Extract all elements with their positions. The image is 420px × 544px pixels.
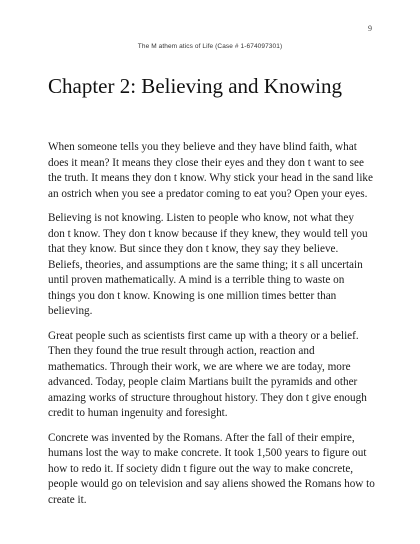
text-line: believing. bbox=[48, 305, 93, 317]
text-line: Great people such as scientists first came up with a theory or a belief. bbox=[48, 329, 359, 342]
text-line: Beliefs, theories, and assumptions are the same thing; it s all uncertain bbox=[48, 258, 363, 271]
text-line: Concrete was invented by the Romans. After the fall of their empire, bbox=[48, 431, 355, 444]
text-line: that they know. But since they don t know, they say they believe. bbox=[48, 243, 339, 255]
text-line: Believing is not knowing. Listen to people who know, not what they bbox=[48, 212, 354, 224]
paragraph bbox=[48, 211, 378, 320]
text-line: the truth. It means they don t know. Why stick your head in the sand like bbox=[48, 172, 373, 184]
chapter-title: Chapter 2: Believing and Knowing bbox=[48, 74, 342, 98]
paragraph bbox=[48, 140, 378, 202]
text-line: humans lost the way to make concrete. It took 1,500 years to figure out bbox=[48, 447, 367, 459]
text-line: until proven mathematically. A mind is a terrible thing to waste on bbox=[48, 274, 345, 286]
paragraph bbox=[48, 329, 378, 422]
running-header: The M athem atics of Life (Case # 1-674097301) bbox=[137, 43, 283, 50]
text-line: don t know. They don t know because if they knew, they would tell you bbox=[48, 227, 368, 240]
body-text bbox=[48, 140, 378, 517]
text-line: how to redo it. If society didn t figure out the way to make concrete, bbox=[48, 462, 354, 475]
page-number: 9 bbox=[368, 24, 372, 33]
text-line: mathematics. Through their work, we are where we are today, more bbox=[48, 360, 351, 373]
text-line: credit to human ingenuity and foresight. bbox=[48, 407, 228, 419]
text-line: an ostrich when you see a predator coming to eat you? Open your eyes. bbox=[48, 187, 368, 200]
text-line: does it mean? It means they close their eyes and they don t want to see bbox=[48, 156, 364, 169]
paragraph bbox=[48, 431, 378, 509]
text-line: amazing works of structure throughout history. They don t give enough bbox=[48, 391, 367, 404]
text-line: people would go on television and say aliens showed the Romans how to bbox=[48, 478, 375, 490]
text-line: advanced. Today, people claim Martians built the pyramids and other bbox=[48, 376, 358, 388]
text-line: create it. bbox=[48, 493, 87, 506]
text-line: Then they found the true result through action, reaction and bbox=[48, 345, 315, 357]
text-line: things you don t know. Knowing is one million times better than bbox=[48, 289, 337, 302]
text-line: When someone tells you they believe and they have blind faith, what bbox=[48, 141, 357, 153]
